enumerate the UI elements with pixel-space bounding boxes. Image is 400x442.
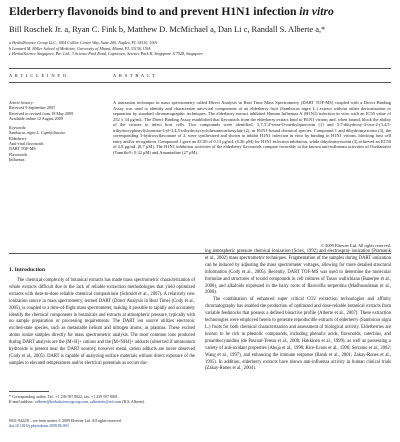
- doi-link[interactable]: doi:10.1016/j.phytochem.2009.06.003: [9, 424, 69, 429]
- keyword: Flavonoids: [9, 151, 28, 157]
- affiliations: [9, 40, 203, 57]
- keyword: DART TOF-MS: [9, 146, 36, 152]
- email-line: [9, 400, 195, 405]
- keyword: Elderberry: [9, 135, 27, 141]
- intro-paragraph-continued: ing atmospheric pressure chemical ionization (Sciex, 1992) and electrospray ionization (Pramanik et al., 2002) mass spectrometric techniques. Fragmentation of the samples during DART ionization can be induced by adjusting the mass spectrometer voltages, allowing for more detailed structural information (Cody et al., 2005). Recently, DART TOF-MS was used to determine the molecular formulae and structures of toxoid compounds in cell cultures of Taxus wallichiana (Banerjee et al., 2008), and alkaloids expressed in the hairy roots of Rauvolfia serpentina (Madhusudanan et al., 2008).: [205, 249, 391, 296]
- article-info-header: A R T I C L E I N F O: [9, 73, 67, 78]
- intro-paragraph: The combination of enhanced super critical CO2 extraction technologies and affinity chromatography has enabled the production of optimized and dose-reliable botanical extracts from variable feedstocks that possess a defined bioactive profile (Alberte et al., 2007). These extraction technologies were employed herein to generate reproducible extracts of elderberry (Sambucus nigra L.) fruits for both chemical characterization and assessment of biological activity. Elderberries are known to be rich in phenolic compounds, including phenolic acids, flavonoids, catechins, and proanthocyanidins (de Pascual-Teresa et al., 2000; Hakkinen et al., 1999), as well as possessing a variety of anti-oxidant properties (Abuja et al., 1998; Rice-Evans et al., 1996; Serraino et al., 2002; Wang et al., 1997), and enhancing the immune response (Barak et al., 2001; Zakay-Rones et al., 1995). In addition, elderberry extracts have shown anti-influenza activity in human clinical trials (Zakay-Rones et al., 2004).: [205, 297, 391, 372]
- title-italic: in vitro: [299, 5, 334, 18]
- email-label: E-mail address:: [9, 400, 34, 405]
- keyword: Anti-viral flavonoids: [9, 141, 44, 147]
- footnote: [9, 395, 195, 405]
- author-list: Bill Roschek Jr. a, Ryan C. Fink b, Matthew D. McMichael a, Dan Li c, Randall S. Alberte a,*: [9, 25, 326, 34]
- history-item: Received 9 September 2007: [9, 105, 56, 111]
- affiliation-b: b Leonard M. Miller School of Medicine, University of Miami, Miami, FL 33136, USA: [9, 45, 151, 51]
- article-info-block: [9, 100, 104, 162]
- front-matter: [9, 419, 122, 429]
- intro-left-column: The chemical complexity of botanical extracts has made mass spectrometric characterization of whole extracts difficult due to the lack of reliable extraction methodologies that yield optimized extracts with dose-to-dose reliable chemical compositions (Schmidt et al., 2007). A relatively new ionization source in mass spectrometry, termed DART (Direct Analysis in Real Time) (Cody et al., 2005), is coupled to a time-of-flight mass spectrometer, making it possible to rapidly and accurately identify the chemical components in botanicals and extracts at atmospheric pressure, typically with no sample preparation or processing requirements. The DART ion source utilizes electronic excited-state species, such as metastable helium and nitrogen atoms, as plasmas. These excited atoms ionize samples directly for mass spectrometric analysis. The most common ions produced during DART analysis are the [M+H]+ cations and the [M+NH4]+ adducts (observed if ammonium hydroxide is present near the DART source); however metal, cation adducts are never observed (Cody et al., 2005). DART is capable of analyzing surface materials without direct exposure of the samples to elevated temperatures and/or electrical potentials as occurs dur-: [9, 278, 195, 366]
- copyright-line: © 2009 Elsevier Ltd. All rights reserved.: [320, 243, 391, 248]
- footnote-rule: [9, 391, 49, 392]
- keyword: Influenza: [9, 156, 25, 162]
- title-main: Elderberry flavonoids bind to and prevent H1N1 infection: [9, 5, 300, 18]
- keywords-label: Keywords:: [9, 125, 27, 131]
- history-item: Received in revised form 18 May 2009: [9, 110, 74, 116]
- corresponding-author-note: * Corresponding author. Tel.: +1 239 597 8822; fax: +1 239 597 8001.: [9, 395, 119, 399]
- intro-right-column: [205, 249, 391, 373]
- history-item: Available online 12 August 2009: [9, 115, 63, 121]
- header-divider: [9, 82, 391, 83]
- abstract-header: A B S T R A C T: [113, 73, 157, 78]
- email-link[interactable]: ralberte@herbalsciencegroup.com, ralbertefo@aol.com: [34, 400, 122, 405]
- email-suffix: (R.S. Alberte).: [122, 400, 145, 405]
- top-divider: [9, 68, 391, 69]
- article-title: [9, 5, 334, 18]
- affiliation-c: c HerbalScience Singapore, Pte. Ltd., 3 Science Park Road, Capricorn, Science Park II, Singapore 117528, Singapore: [9, 51, 203, 57]
- keyword: Sambucus nigra L. Caprifoliaceae: [9, 130, 66, 136]
- abstract-text: A ionization technique in mass spectrometry called Direct Analysis in Real Time Mass Spectrometry (DART TOF-MS) coupled with a Direct Binding Assay was used to identify and characterize anti-viral components of an elderberry fruit (Sambucus nigra L.) extract without either derivatization or separation by standard chromatographic techniques. The elderberry extract inhibited Human Influenza A (H1N1) infection in vitro with an IC50 value of 252 ± 34 μg/mL. The Direct Binding Assay established that flavonoids from the elderberry extract bind to H1N1 virions and, when bound, block the ability of the viruses to infect host cells. Two compounds were identified, 5,7,3',4'-tetra-O-methylquercetin (1) and 5,7-dihydroxy-4-oxo-2-(3,4,5-trihydroxyphenyl)chroman-3-yl-3,4,5-trihydroxycyclohexanecarboxylate (2), as H1N1-bound chemical species. Compound 1 and dihydromyricetin (3), the corresponding 3-hydroxyflavonone of 2, were synthesized and shown to inhibit H1N1 infection in vitro by binding to H1N1 virions, blocking host cell entry and/or recognition. Compound 1 gave an EC50 of 0.13 μg/mL (0.36 μM) for H1N1 infection inhibition, while dihydromyricetin (3) achieved an EC50 of 2.8 μg/mL (8.7 μM). The H1N1 inhibition activities of the elderberry flavonoids compare favorably to the known anti-influenza activities of Oseltamivir (Tamiflu®; 0.32 μM) and Amantadine (27 μM).: [113, 100, 391, 155]
- history-label: Article history:: [9, 100, 34, 105]
- section-heading-introduction: 1. Introduction: [9, 267, 45, 273]
- affiliation-a: a HerbalScience Group LLC, 1004 Collier Center Way, Suite 200, Naples, FL 34110, USA: [9, 40, 157, 45]
- issn-line: 0031-9422/$ – see front matter © 2009 Elsevier Ltd. All rights reserved.: [9, 419, 122, 423]
